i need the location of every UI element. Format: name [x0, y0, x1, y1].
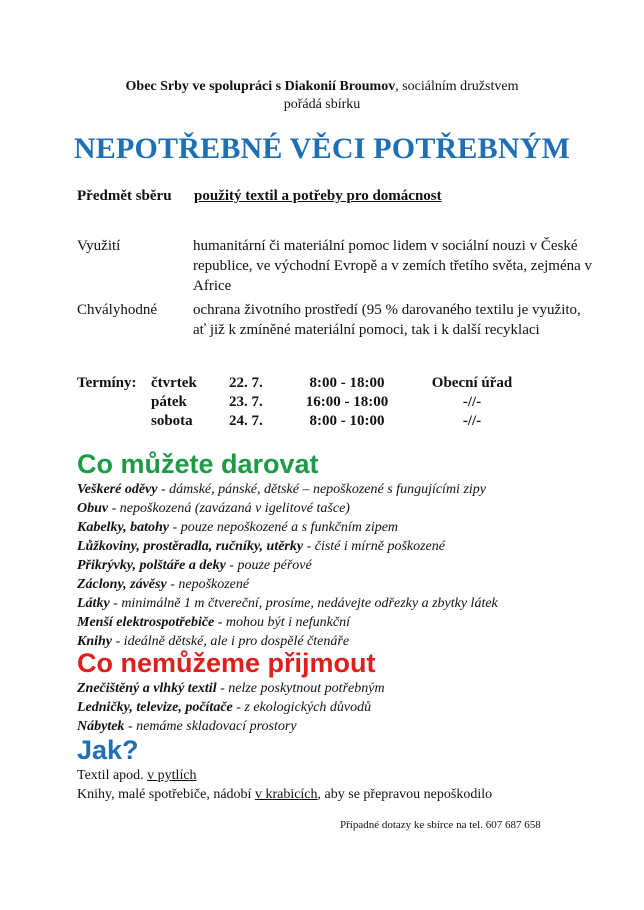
schedule-label: Termíny: — [77, 375, 137, 391]
intro-line-2: pořádá sbírku — [283, 97, 361, 112]
list-item — [77, 679, 385, 698]
item-note: - nepoškozené — [166, 577, 250, 592]
list-item — [77, 717, 385, 736]
donate-list — [77, 480, 498, 651]
page-title: NEPOTŘEBNÉ VĚCI POTŘEBNÝM — [73, 132, 571, 165]
how-boxes: v krabicích — [254, 787, 318, 802]
how-line-2-text: Knihy, malé spotřebiče, nádobí — [77, 787, 255, 802]
list-item — [77, 480, 498, 499]
item-name: Záclony, závěsy — [77, 577, 167, 592]
schedule-day: sobota — [151, 413, 193, 429]
list-item — [77, 499, 498, 518]
benefit-text: ochrana životního prostředí (95 % darovaného textilu je využito, ať již k zmíněné materiální pomoci, tak i k další recyklaci — [193, 302, 581, 338]
reject-list — [77, 679, 385, 736]
item-name: Kabelky, batohy — [77, 520, 170, 535]
schedule-day: čtvrtek — [151, 375, 197, 391]
reject-heading: Co nemůžeme přijmout — [77, 648, 376, 678]
contact-note: Případné dotazy ke sbírce na tel. 607 687 658 — [340, 819, 541, 831]
list-item — [77, 575, 498, 594]
item-name: Knihy — [77, 634, 113, 649]
schedule-place: -//- — [462, 413, 482, 429]
item-note: - pouze nepoškozené a s funkčním zipem — [169, 520, 399, 535]
item-note: - pouze péřové — [225, 558, 312, 573]
item-name: Nábytek — [77, 719, 125, 734]
item-note: - nelze poskytnout potřebným — [216, 681, 385, 696]
item-name: Ledničky, televize, počítače — [77, 700, 233, 715]
schedule-date: 22. 7. — [229, 375, 263, 391]
item-name: Látky — [77, 596, 110, 611]
subject-value: použitý textil a potřeby pro domácnost — [194, 188, 442, 204]
item-note: - dámské, pánské, dětské – nepoškozené s fungujícími zipy — [157, 482, 486, 497]
schedule-day: pátek — [151, 394, 187, 410]
how-line-1 — [77, 766, 492, 785]
item-name: Menší elektrospotřebiče — [77, 615, 215, 630]
intro — [0, 78, 644, 114]
how-line-1-text: Textil apod. — [77, 768, 148, 783]
how-text — [77, 766, 492, 804]
list-item — [77, 613, 498, 632]
how-bags: v pytlích — [147, 768, 197, 783]
list-item — [77, 518, 498, 537]
list-item — [77, 698, 385, 717]
schedule-time: 8:00 - 18:00 — [309, 375, 385, 391]
schedule-date: 23. 7. — [229, 394, 263, 410]
subject-row — [77, 188, 442, 205]
item-name: Lůžkoviny, prostěradla, ručníky, utěrky — [77, 539, 304, 554]
schedule-date: 24. 7. — [229, 413, 263, 429]
item-name: Znečištěný a vlhký textil — [77, 681, 217, 696]
item-note: - ideálně dětské, ale i pro dospělé čtenáře — [112, 634, 350, 649]
item-note: - čisté i mírně poškozené — [303, 539, 445, 554]
donate-heading: Co můžete darovat — [77, 449, 319, 479]
item-name: Přikrývky, polštáře a deky — [77, 558, 226, 573]
intro-line-1 — [0, 78, 644, 96]
how-line-2-rest: , aby se přepravou nepoškodilo — [317, 787, 493, 802]
item-note: - z ekologických důvodů — [232, 700, 372, 715]
subject-label: Předmět sběru — [77, 188, 172, 204]
list-item — [77, 537, 498, 556]
schedule-place: -//- — [462, 394, 482, 410]
benefit-label: Chvályhodné — [77, 302, 157, 318]
how-heading: Jak? — [77, 735, 139, 765]
item-note: - nepoškozená (zavázaná v igelitové tašce) — [108, 501, 350, 516]
item-note: - mohou být i nefunkční — [214, 615, 350, 630]
organizer-rest: , sociálním družstvem — [395, 79, 519, 94]
list-item — [77, 594, 498, 613]
usage-label: Využití — [77, 238, 121, 254]
list-item — [77, 556, 498, 575]
schedule-time: 16:00 - 18:00 — [305, 394, 389, 410]
organizer: Obec Srby ve spolupráci s Diakonií Broumov — [125, 79, 396, 94]
usage-text: humanitární či materiální pomoc lidem v sociální nouzi v České republice, ve východní Evropě a v zemích třetího světa, zejména v Africe — [193, 238, 593, 294]
schedule-time: 8:00 - 10:00 — [309, 413, 385, 429]
item-name: Obuv — [77, 501, 109, 516]
item-note: - minimálně 1 m čtvereční, prosíme, nedávejte odřezky a zbytky látek — [109, 596, 498, 611]
item-note: - nemáme skladovací prostory — [124, 719, 297, 734]
item-name: Veškeré oděvy — [77, 482, 158, 497]
how-line-2 — [77, 785, 492, 804]
schedule-place: Obecní úřad — [431, 375, 513, 391]
